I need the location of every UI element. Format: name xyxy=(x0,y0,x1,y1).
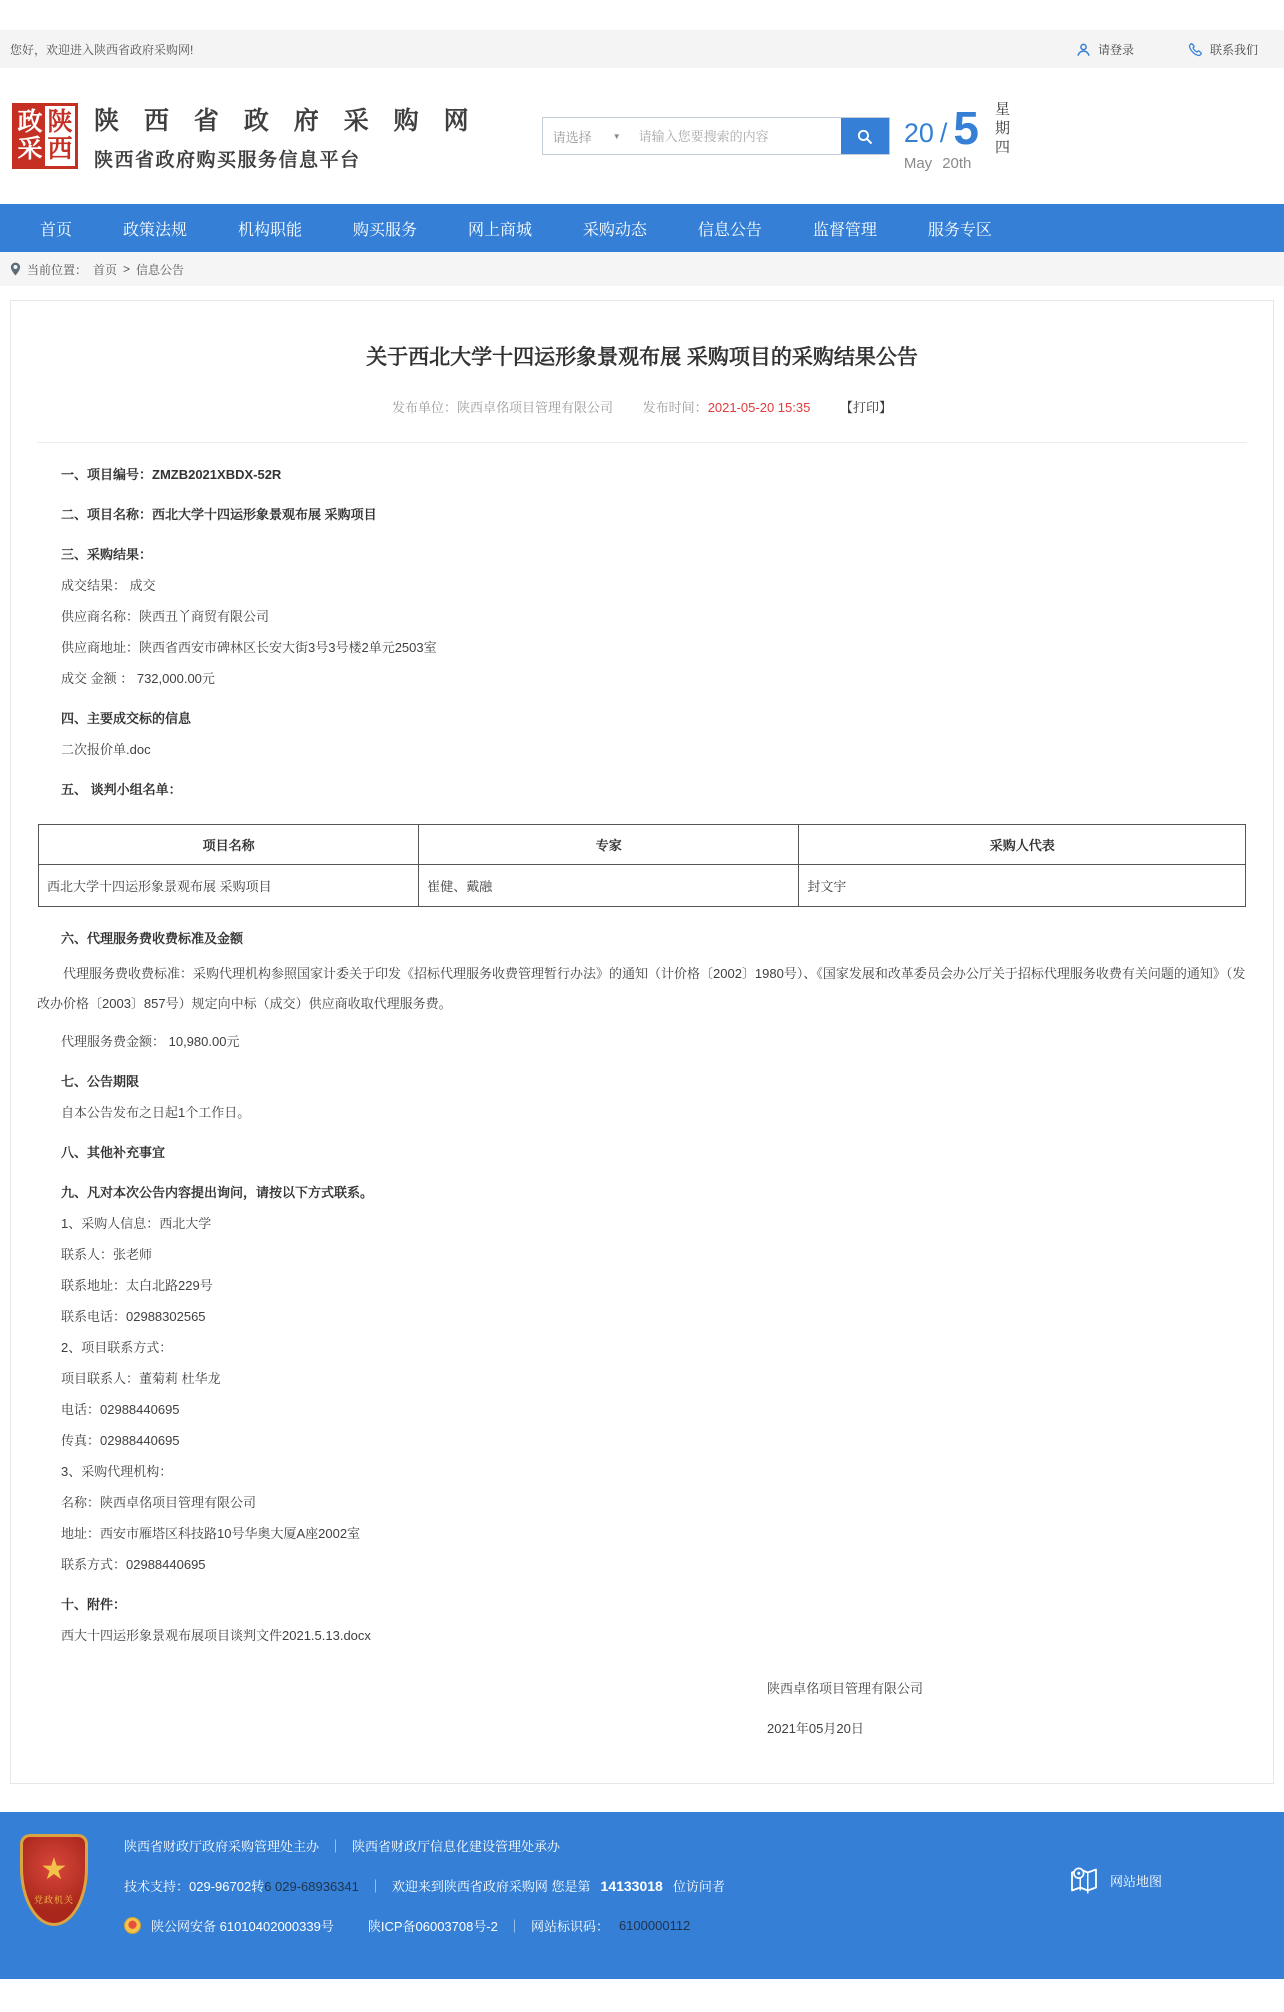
gongan-beian-link[interactable]: 陕公网安备 61010402000339号 xyxy=(151,1919,334,1934)
article-paragraph: 3、采购代理机构： xyxy=(61,1464,173,1479)
top-white-strip xyxy=(0,0,1284,30)
site-subtitle: 陕西省政府购买服务信息平台 xyxy=(94,149,361,171)
panel-table-body xyxy=(39,865,1246,907)
emblem-label: 党政机关 xyxy=(33,1894,74,1905)
footer xyxy=(0,1812,1284,1979)
site-code-value: 6100000112 xyxy=(618,1918,691,1933)
sitemap-map-icon xyxy=(1066,1862,1102,1898)
negotiation-panel-table xyxy=(38,824,1246,907)
search-bar xyxy=(542,117,890,155)
logo-right-column: 陕 西 xyxy=(45,106,75,166)
table-row xyxy=(39,865,1246,907)
article-paragraph: 联系电话：02988302565 xyxy=(61,1309,206,1324)
signature-date: 2021年05月20日 xyxy=(766,1721,864,1736)
user-icon xyxy=(1076,42,1091,57)
site-titles xyxy=(94,101,478,172)
article-head xyxy=(37,341,1247,443)
site-header xyxy=(0,68,1284,204)
contact-label: 联系我们 xyxy=(1209,42,1258,57)
article-paragraph: 1、采购人信息：西北大学 xyxy=(61,1216,212,1231)
footer-line-organizers xyxy=(124,1836,1284,1855)
article-card xyxy=(10,300,1274,1784)
article-paragraph: 七、公告期限 xyxy=(61,1074,140,1089)
article-paragraph: 一、项目编号：ZMZB2021XBDX-52R xyxy=(61,467,282,482)
footer-organizer: 陕西省财政厅政府采购管理处主办 xyxy=(124,1839,320,1854)
footer-divider: ｜ xyxy=(507,1919,521,1934)
table-header-cell: 采购人代表 xyxy=(799,825,1246,865)
table-header-cell: 专家 xyxy=(419,825,799,865)
article-paragraph: 四、主要成交标的信息 xyxy=(61,711,192,726)
search-category-select[interactable] xyxy=(543,118,629,154)
breadcrumb xyxy=(0,252,1284,286)
article-paragraph: 成交结果： 成交 xyxy=(61,578,156,593)
article-paragraph: 代理服务费金额： 10,980.00元 xyxy=(61,1034,240,1049)
article-body-2 xyxy=(37,931,1247,1644)
table-header-cell: 项目名称 xyxy=(39,825,419,865)
nav-item-5[interactable]: 网上商城 xyxy=(467,221,532,239)
search-input[interactable] xyxy=(629,118,841,154)
bottom-white-strip xyxy=(0,1979,1284,2012)
article-paragraph: 联系地址：太白北路229号 xyxy=(61,1278,213,1293)
page-title: 关于西北大学十四运形象景观布展 采购项目的采购结果公告 xyxy=(366,346,918,369)
article-paragraph: 十、附件： xyxy=(61,1597,127,1612)
nav-item-8[interactable]: 监督管理 xyxy=(812,221,877,239)
search-button[interactable] xyxy=(841,118,889,154)
publisher-value: 陕西卓佲项目管理有限公司 xyxy=(457,400,614,415)
site-title: 陕 西 省 政 府 采 购 网 xyxy=(94,106,478,135)
article-paragraph: 供应商地址：陕西省西安市碑林区长安大街3号3号楼2单元2503室 xyxy=(61,640,437,655)
table-cell: 崔健、戴融 xyxy=(419,865,799,907)
publisher-label: 发布单位： xyxy=(392,400,458,415)
article-paragraph: 成交 金额 ： 732,000.00元 xyxy=(61,671,215,686)
nav-item-9[interactable]: 服务专区 xyxy=(927,221,992,239)
main-nav xyxy=(0,204,1284,252)
search-select-label: 请选择 xyxy=(552,129,592,145)
article-paragraph: 五、 谈判小组名单： xyxy=(61,782,182,797)
breadcrumb-separator: > xyxy=(123,262,131,276)
tech-support-label: 技术支持： xyxy=(124,1879,190,1894)
article-paragraph: 2、项目联系方式： xyxy=(61,1340,173,1355)
main-nav-inner xyxy=(40,217,992,240)
article-paragraph: 自本公告发布之日起1个工作日。 xyxy=(61,1105,251,1120)
login-link[interactable] xyxy=(1076,41,1134,58)
government-emblem-badge xyxy=(20,1834,88,1926)
publish-time-value: 2021-05-20 15:35 xyxy=(707,400,811,415)
welcome-text: 您好，欢迎进入陕西省政府采购网! xyxy=(10,42,194,57)
breadcrumb-label: 当前位置： xyxy=(27,262,88,277)
nav-item-6[interactable]: 采购动态 xyxy=(582,221,647,239)
article-paragraph: 六、代理服务费收费标准及金额 xyxy=(61,931,244,946)
visitor-welcome-suffix: 位访问者 xyxy=(672,1879,725,1894)
article-paragraph: 九、凡对本次公告内容提出询问，请按以下方式联系。 xyxy=(61,1185,374,1200)
article-body xyxy=(37,467,1247,1737)
topbar xyxy=(0,30,1284,68)
star-icon: ★ xyxy=(40,1852,68,1886)
location-pin-icon xyxy=(10,262,21,276)
date-weekday: 星期四 xyxy=(993,100,1010,158)
article-paragraph: 供应商名称：陕西丑丫商贸有限公司 xyxy=(61,609,270,624)
public-security-badge-icon xyxy=(124,1917,141,1934)
print-button[interactable]: 【打印】 xyxy=(839,400,892,415)
site-logo[interactable] xyxy=(12,103,78,169)
footer-divider: ｜ xyxy=(329,1839,343,1854)
signature-block xyxy=(767,1678,923,1737)
signature-company: 陕西卓佲项目管理有限公司 xyxy=(766,1681,923,1696)
footer-divider: ｜ xyxy=(368,1879,382,1894)
date-separator: / xyxy=(939,117,948,148)
article-body-1 xyxy=(37,467,1247,798)
date-month-number: 5 xyxy=(953,101,979,154)
article-meta xyxy=(37,397,1247,416)
article-paragraph: 项目联系人：董菊莉 杜华龙 xyxy=(61,1371,221,1386)
article-paragraph: 联系方式：02988440695 xyxy=(61,1557,206,1572)
date-block xyxy=(904,101,1012,172)
panel-table-head-row xyxy=(39,825,1246,865)
logo-left-column: 政 采 xyxy=(15,106,45,166)
attachment-link[interactable]: 西大十四运形象景观布展项目谈判文件2021.5.13.docx xyxy=(61,1628,371,1643)
nav-item-7[interactable]: 信息公告 xyxy=(697,221,762,239)
date-day: 20 xyxy=(903,117,934,148)
sitemap-link[interactable] xyxy=(1066,1862,1162,1898)
article-paragraph: 八、其他补充事宜 xyxy=(61,1145,166,1160)
contact-link[interactable] xyxy=(1188,41,1258,58)
nav-item-2[interactable]: 政策法规 xyxy=(122,221,187,239)
site-code-label: 网站标识码： xyxy=(530,1919,609,1934)
tech-support-phone: 029-96702转 xyxy=(189,1879,265,1894)
footer-co-organizer: 陕西省财政厅信息化建设管理处承办 xyxy=(352,1839,561,1854)
nav-item-3[interactable]: 机构职能 xyxy=(237,221,302,239)
article-paragraph: 联系人：张老师 xyxy=(61,1247,153,1262)
breadcrumb-current: 信息公告 xyxy=(136,262,185,277)
chevron-down-icon: ▼ xyxy=(612,131,621,141)
article-paragraph: 代理服务费收费标准：采购代理机构参照国家计委关于印发《招标代理服务收费管理暂行办法》的通知（计价格〔2002〕1980号）、《国家发展和改革委员会办公厅关于招标代理服务收费有关问题的通知》（发改办价格〔2003〕857号）规定向中标（成交）供应商收取代理服务费。 xyxy=(37,966,1246,1011)
article-paragraph: 名称：陕西卓佲项目管理有限公司 xyxy=(61,1495,257,1510)
article-paragraph: 电话：02988440695 xyxy=(61,1402,180,1417)
nav-item-4[interactable]: 购买服务 xyxy=(352,221,417,239)
login-label: 请登录 xyxy=(1097,42,1134,57)
tech-support-phone-dark: 6 029-68936341 xyxy=(264,1879,359,1894)
visitor-welcome-prefix: 欢迎来到陕西省政府采购网 您是第 xyxy=(391,1879,591,1894)
article-paragraph: 三、采购结果： xyxy=(61,547,153,562)
icp-beian-link[interactable]: 陕ICP备06003708号-2 xyxy=(367,1919,498,1934)
article-paragraph: 二、项目名称：西北大学十四运形象景观布展 采购项目 xyxy=(61,507,377,522)
sitemap-label: 网站地图 xyxy=(1109,1873,1162,1889)
date-month-en: May xyxy=(903,154,933,172)
table-cell: 西北大学十四运形象景观布展 采购项目 xyxy=(39,865,419,907)
visitor-count: 14133018 xyxy=(600,1877,663,1894)
breadcrumb-home[interactable]: 首页 xyxy=(93,262,118,277)
date-day-en: 20th xyxy=(942,154,972,172)
article-paragraph: 传真：02988440695 xyxy=(61,1433,180,1448)
search-icon xyxy=(856,128,873,145)
footer-line-beian xyxy=(124,1916,1284,1935)
table-cell: 封文宇 xyxy=(799,865,1246,907)
nav-item-1[interactable]: 首页 xyxy=(40,221,73,239)
phone-icon xyxy=(1188,42,1203,57)
article-paragraph: 地址：西安市雁塔区科技路10号华奥大厦A座2002室 xyxy=(61,1526,361,1541)
attachment-link[interactable]: 二次报价单.doc xyxy=(61,742,151,757)
publish-time-label: 发布时间： xyxy=(642,400,708,415)
